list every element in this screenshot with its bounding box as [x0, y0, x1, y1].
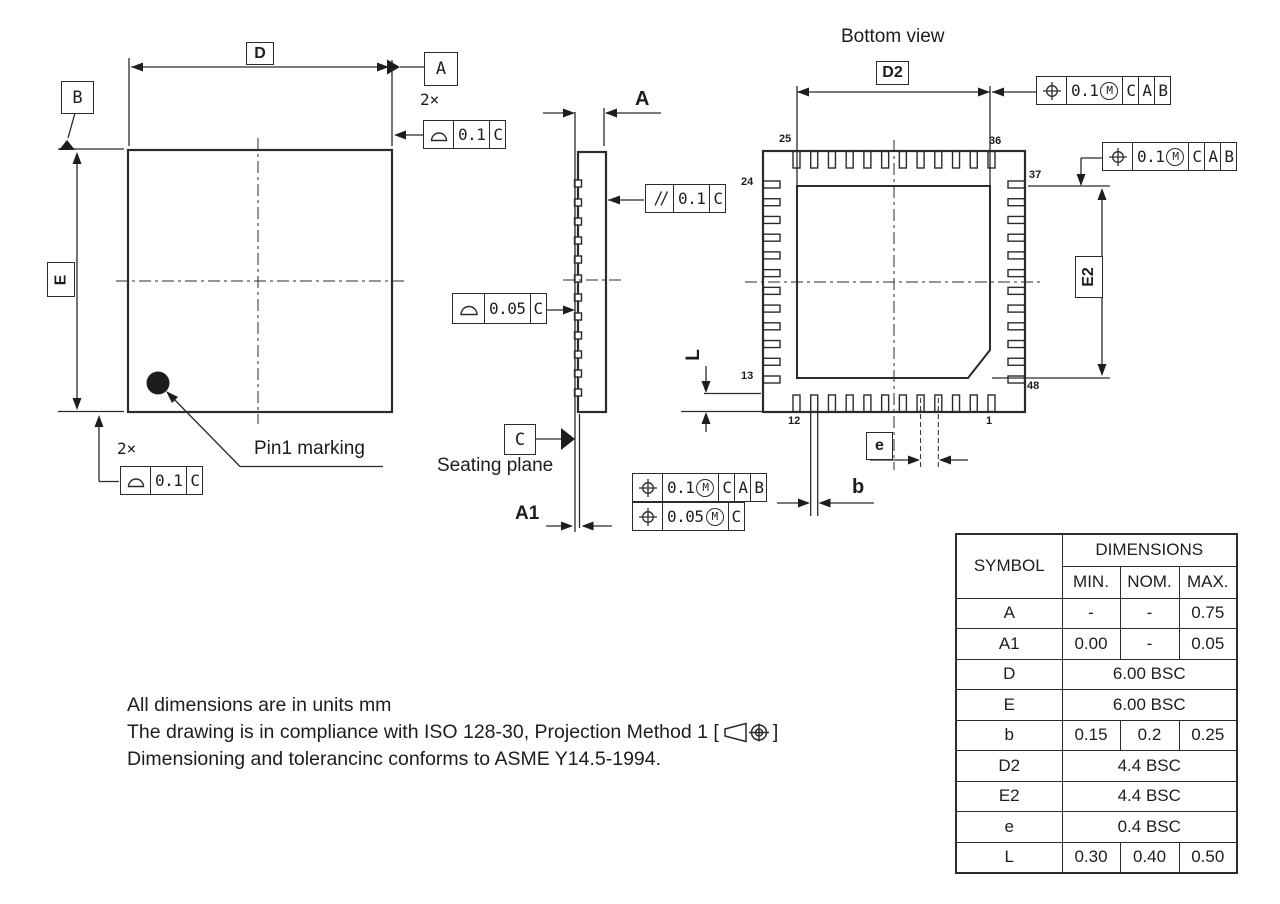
dim-d-label: [246, 42, 274, 65]
span-cell: 4.4 BSC: [1062, 751, 1237, 782]
count-top-label: 2×: [420, 90, 440, 109]
pin: [764, 376, 781, 383]
pin-24-label: 24: [741, 176, 754, 188]
nom-cell: -: [1120, 598, 1179, 629]
side-view-body: [578, 152, 606, 412]
pin: [935, 152, 942, 169]
fcf-value: 0.1: [678, 189, 706, 208]
max-cell: 0.25: [1179, 720, 1237, 751]
pin-13-label: 13: [741, 370, 754, 382]
note-line-2-bracket: ]: [772, 721, 779, 743]
mmc-modifier-icon: M: [706, 508, 724, 526]
table-row: [956, 690, 1237, 721]
pin: [1008, 252, 1025, 259]
fcf-profile-005: [452, 293, 547, 324]
fcf-datum: C: [533, 299, 543, 318]
pin: [1008, 341, 1025, 348]
dim-d2-text: D2: [882, 64, 903, 81]
pin: [764, 358, 781, 365]
datum-c-text: C: [514, 429, 526, 450]
datum-a-triangle: [387, 60, 400, 75]
fcf-datum: B: [754, 478, 764, 497]
fcf-value: 0.1: [458, 125, 486, 144]
span-cell: 0.4 BSC: [1062, 812, 1237, 843]
dim-a1-label: A1: [515, 503, 540, 524]
pin: [953, 395, 960, 412]
datum-b-triangle: [59, 140, 75, 150]
pin: [1008, 287, 1025, 294]
note-line-2: [127, 719, 778, 746]
pin: [764, 341, 781, 348]
symbol-cell: D2: [956, 751, 1062, 782]
pin: [899, 395, 906, 412]
max-cell: 0.75: [1179, 598, 1237, 629]
dimension-lines: [58, 58, 1110, 532]
fcf-datum: C: [722, 478, 732, 497]
pin: [764, 323, 781, 330]
note-line-2-text: The drawing is in compliance with ISO 128-30, Projection Method 1 [: [127, 721, 719, 743]
profile-of-surface-icon: [452, 293, 485, 324]
datum-c-triangle: [561, 428, 575, 450]
symbol-cell: E: [956, 690, 1062, 721]
fcf-value: 0.1: [1071, 81, 1099, 100]
pin: [793, 395, 800, 412]
dim-d-text: D: [254, 44, 266, 62]
position-icon: [1036, 76, 1067, 105]
dim-a-label: A: [635, 88, 650, 110]
table-row: [956, 751, 1237, 782]
min-header: MIN.: [1062, 566, 1120, 598]
pin: [988, 395, 995, 412]
note-line-1: All dimensions are in units mm: [127, 694, 392, 716]
pin-12-label: 12: [788, 415, 801, 427]
pin-25-label: 25: [779, 133, 792, 145]
nom-cell: 0.2: [1120, 720, 1179, 751]
pin-1-label: 1: [986, 415, 993, 427]
table-header-row: [956, 534, 1237, 566]
span-cell: 6.00 BSC: [1062, 690, 1237, 721]
pin: [764, 234, 781, 241]
position-icon: [632, 473, 663, 502]
pin: [988, 152, 995, 169]
dim-l-label: L: [682, 349, 704, 361]
arrowheads: [59, 60, 1107, 531]
pin-37-label: 37: [1029, 169, 1042, 181]
table-row: [956, 629, 1237, 660]
pin: [828, 395, 835, 412]
dim-e2-text: E2: [1079, 267, 1097, 287]
nom-header: NOM.: [1120, 566, 1179, 598]
pin: [811, 395, 818, 412]
dim-e-pitch-label: [866, 432, 893, 460]
pin-36-label: 36: [989, 135, 1002, 147]
dim-e2-label: [1075, 256, 1103, 298]
fcf-profile-bottom: [120, 466, 203, 495]
projection-method-icon: [722, 721, 770, 744]
nom-cell: 0.40: [1120, 842, 1179, 873]
position-icon: [632, 502, 663, 531]
symbol-cell: b: [956, 720, 1062, 751]
table-row: [956, 659, 1237, 690]
pin: [1008, 323, 1025, 330]
notes-block: [127, 692, 778, 773]
pin: [846, 395, 853, 412]
pin: [764, 270, 781, 277]
fcf-profile-top: [423, 120, 506, 149]
dimensions-header: DIMENSIONS: [1062, 534, 1237, 566]
min-cell: 0.00: [1062, 629, 1120, 660]
pin: [864, 395, 871, 412]
pin: [1008, 216, 1025, 223]
min-cell: 0.30: [1062, 842, 1120, 873]
fcf-position-right: [1102, 142, 1237, 171]
symbol-cell: E2: [956, 781, 1062, 812]
fcf-datum: C: [713, 189, 723, 208]
pin: [764, 181, 781, 188]
fcf-position-stack-row2: [632, 502, 745, 531]
pin: [882, 152, 889, 169]
pin: [1008, 376, 1025, 383]
pin: [764, 216, 781, 223]
pin: [1008, 181, 1025, 188]
pin1-marking-label: Pin1 marking: [254, 438, 365, 459]
span-cell: 4.4 BSC: [1062, 781, 1237, 812]
fcf-datum: C: [1192, 147, 1202, 166]
datum-b-box: [61, 81, 94, 114]
fcf-value: 0.1: [155, 471, 183, 490]
fcf-datum: C: [190, 471, 200, 490]
span-cell: 6.00 BSC: [1062, 659, 1237, 690]
symbol-cell: D: [956, 659, 1062, 690]
max-cell: 0.50: [1179, 842, 1237, 873]
min-cell: -: [1062, 598, 1120, 629]
pin: [846, 152, 853, 169]
datum-b-text: B: [72, 87, 83, 108]
datum-c-box: [504, 424, 536, 455]
pin: [764, 199, 781, 206]
fcf-value: 0.05: [489, 299, 526, 318]
dim-e-text: E: [51, 274, 69, 285]
mmc-modifier-icon: M: [1166, 148, 1184, 166]
fcf-datum: A: [1142, 81, 1152, 100]
pin: [917, 152, 924, 169]
dim-e-label: [47, 262, 75, 297]
symbol-cell: L: [956, 842, 1062, 873]
fcf-datum: C: [1126, 81, 1136, 100]
fcf-datum: C: [493, 125, 503, 144]
fcf-value: 0.1: [667, 478, 695, 497]
pin: [970, 395, 977, 412]
profile-of-surface-icon: [120, 466, 151, 495]
pin: [1008, 270, 1025, 277]
max-cell: 0.05: [1179, 629, 1237, 660]
fcf-datum: A: [1208, 147, 1218, 166]
pin: [1008, 199, 1025, 206]
dimension-table: [955, 533, 1238, 874]
table-row: [956, 720, 1237, 751]
pin: [953, 152, 960, 169]
table-row: [956, 842, 1237, 873]
pin: [764, 252, 781, 259]
fcf-datum: B: [1224, 147, 1234, 166]
table-row: [956, 598, 1237, 629]
pin: [764, 287, 781, 294]
pin: [1008, 305, 1025, 312]
profile-of-surface-icon: [423, 120, 454, 149]
pin: [1008, 234, 1025, 241]
dim-e-pitch-text: e: [875, 437, 884, 454]
datum-a-box: [424, 52, 458, 86]
fcf-position-top: [1036, 76, 1171, 105]
fcf-value: 0.1: [1137, 147, 1165, 166]
fcf-parallelism: [645, 184, 726, 213]
mmc-modifier-icon: M: [1100, 82, 1118, 100]
pin: [811, 152, 818, 169]
fcf-datum: B: [1158, 81, 1168, 100]
pin-48-label: 48: [1027, 380, 1040, 392]
fcf-position-stack-row1: [632, 473, 767, 502]
fcf-datum: C: [731, 507, 741, 527]
table-row: [956, 812, 1237, 843]
symbol-cell: A: [956, 598, 1062, 629]
min-cell: 0.15: [1062, 720, 1120, 751]
table-row: [956, 781, 1237, 812]
fcf-value: 0.05: [667, 507, 704, 527]
pin: [882, 395, 889, 412]
max-header: MAX.: [1179, 566, 1237, 598]
seating-plane-label: Seating plane: [437, 455, 554, 476]
position-icon: [1102, 142, 1133, 171]
count-bottom-label: 2×: [117, 439, 137, 458]
mmc-modifier-icon: M: [696, 479, 714, 497]
fcf-datum: A: [738, 478, 748, 497]
pin: [864, 152, 871, 169]
parallelism-icon: [645, 184, 674, 213]
pin: [1008, 358, 1025, 365]
dim-d2-label: [876, 61, 909, 85]
pin: [970, 152, 977, 169]
nom-cell: -: [1120, 629, 1179, 660]
pin: [764, 305, 781, 312]
note-line-3: Dimensioning and tolerancinc conforms to ASME Y14.5-1994.: [127, 748, 662, 770]
symbol-cell: e: [956, 812, 1062, 843]
pin: [899, 152, 906, 169]
symbol-header: SYMBOL: [956, 534, 1062, 598]
pin: [828, 152, 835, 169]
symbol-cell: A1: [956, 629, 1062, 660]
dim-b-label: b: [852, 476, 865, 498]
datum-a-text: A: [435, 59, 447, 79]
bottom-view-title: Bottom view: [841, 26, 945, 47]
